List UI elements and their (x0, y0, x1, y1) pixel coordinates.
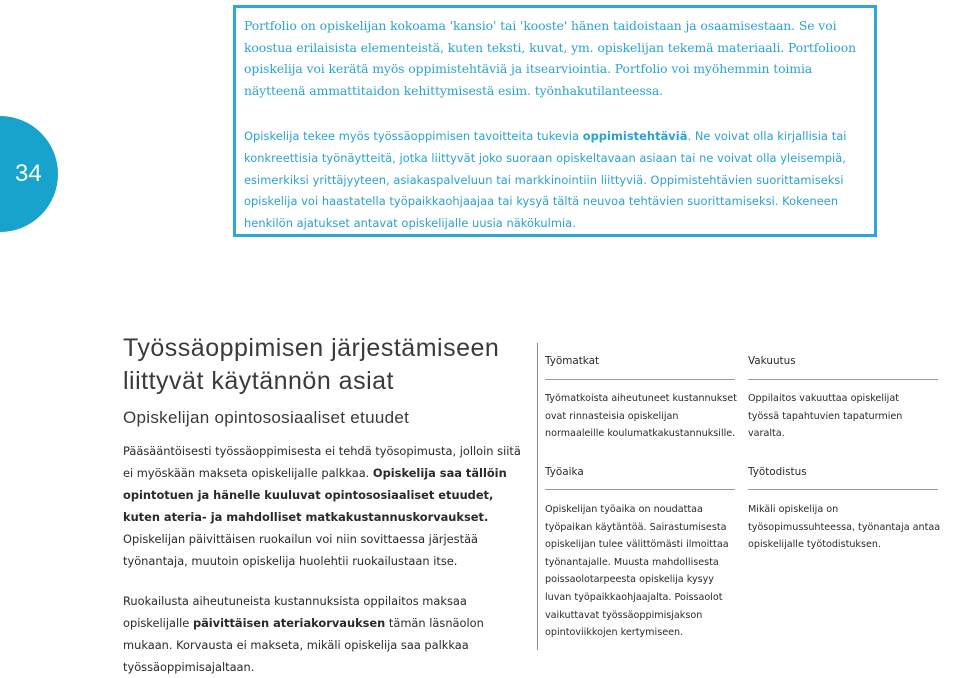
vakuutus-heading: Vakuutus (748, 355, 796, 367)
tyomatkat-heading: Työmatkat (545, 355, 600, 367)
assignments-text-rest: . Ne voivat olla kirjallisia tai konkreettisia työnäytteitä, jotka liittyvät joko suoraan opiskeltavaan asiaan tai ne voivat olla yleisempiä, esimerkiksi yrittäjyyteen, asiakaspalveluun tai markkinointiin liittyviä. Oppimistehtävien suorittamiseksi opiskelija voi haastatella työpaikkaohjaajaa tai kysyä tältä neuvoa tehtävien suorittamiseksi. Kokeneen henkilön ajatukset antavat opiskelijalle uusia näkökulmia. (244, 129, 847, 231)
section-title: Työssäoppimisen järjestämiseen liittyvät käytännön asiat (123, 334, 500, 395)
tyoaika-heading: Työaika (545, 466, 584, 478)
assignments-bold: oppimistehtäviä (582, 129, 688, 143)
vakuutus-text: Oppilaitos vakuuttaa opiskelijat työssä tapahtuvien tapaturmien varalta. (748, 393, 903, 440)
page-number-tab (0, 116, 58, 232)
benefits-text-a: Pääsääntöisesti työssäoppimisesta ei tehdä työsopimusta, jolloin siitä ei myöskään makseta opiskelijalle palkkaa. (123, 444, 521, 481)
assignments-text-start: Opiskelija tekee myös työssäoppimisen tavoitteita tukevia (244, 129, 583, 143)
meal-text-c: tämän läsnäolon mukaan. Korvausta ei makseta, mikäli opiskelija saa palkkaa työssäoppimisajaltaan. (123, 615, 484, 674)
benefits-text-c: Opiskelijan päivittäisen ruokailun voi niin sovittaessa järjestää työnantaja, muutoin opiskelija huolehtii ruokailustaan itse. (123, 532, 479, 569)
tyotodistus-heading: Työtodistus (748, 466, 807, 478)
portfolio-paragraph: Portfolio on opiskelijan kokoama 'kansio' tai 'kooste' hänen taidoistaan ja osaamisestaan. Se voi koostua erilaisista elementeistä, kuten teksti, kuvat, ym. opiskelijan tekemä materiaali. Portfolioon opiskelija voi kerätä myös oppimistehtäviä ja itsearviointia. Portfolio voi myöhemmin toimia näytteenä ammattitaidon kehittymisestä esim. työnhakutilanteessa. (244, 18, 856, 99)
tyotodistus-text: Mikäli opiskelija on työsopimussuhteessa, työnantaja antaa opiskelijalle työtodistuksen. (748, 504, 941, 551)
meal-bold: päivittäisen ateriakorvauksen (192, 615, 386, 630)
tyomatkat-rule (545, 379, 735, 380)
benefits-bold: Opiskelija saa tällöin opintotuen ja hänelle kuuluvat opintososiaaliset etuudet, kuten ateria- ja mahdolliset matkakustannuskorvaukset. (123, 466, 507, 525)
meal-text-a: Ruokailusta aiheutuneista kustannuksista oppilaitos maksaa opiskelijalle (123, 593, 467, 630)
section-subtitle: Opiskelijan opintososiaaliset etuudet (123, 408, 410, 427)
tyoaika-text: Opiskelijan työaika on noudattaa työpaikan käytäntöä. Sairastumisesta opiskelijan tulee välittömästi ilmoittaa työnantajalle. Muusta mahdollisesta poissaolotarpeesta opiskelija kysyy luvan työpaikkaohjaajalta. Poissaolot vaikuttavat työssäoppimisjakson opintoviikkojen kertymiseen. (545, 504, 729, 639)
assignments-paragraph (244, 126, 868, 235)
tyomatkat-text: Työmatkoista aiheutuneet kustannukset ovat rinnasteisia opiskelijan normaaleille koulumatkakustannuksille. (545, 393, 737, 440)
benefits-paragraph (123, 440, 521, 573)
tyoaika-rule (545, 489, 735, 490)
info-box (233, 5, 877, 237)
tyotodistus-rule (748, 489, 938, 490)
column-divider (537, 343, 538, 650)
vakuutus-rule (748, 379, 938, 380)
practical-matters-section (123, 332, 521, 678)
page-number: 34 (15, 160, 42, 187)
